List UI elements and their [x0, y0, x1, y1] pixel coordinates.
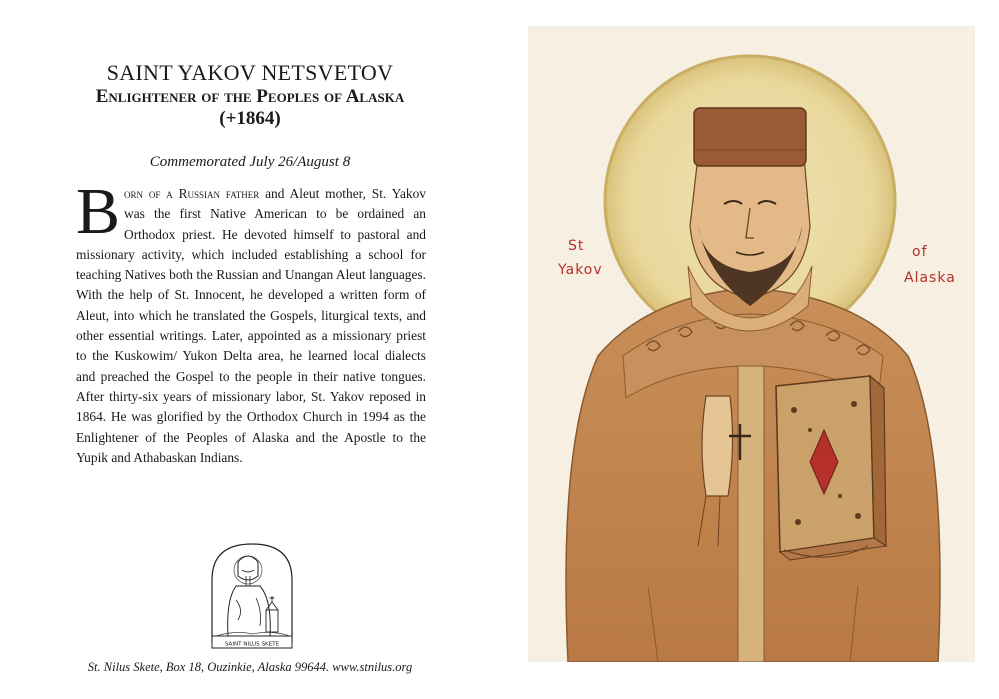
logo-caption: SAINT NILUS SKETE	[224, 641, 280, 648]
footer-address: St. Nilus Skete, Box 18, Ouzinkie, Alaska 99644. www.stnilus.org	[87, 660, 413, 674]
commemoration-date: Commemorated July 26/August 8	[149, 154, 351, 170]
icon-label-of: of	[912, 244, 928, 260]
repose-date: (+1864)	[219, 108, 281, 129]
icon-label-yakov: Yakov	[558, 262, 603, 278]
drop-cap: B	[76, 175, 121, 248]
skete-logo-icon	[206, 540, 298, 650]
biography-text: and Aleut mother, St. Yakov was the first Native American to be ordained an Orthodox priest. He devoted himself to pastoral and missionary activity, which included establishing a school for teaching Natives both the Russian and Unangan Aleut languages. With the help of St. Innocent, he developed a written form of Aleut, into which he translated the Gospels, liturgical texts, and other essential writings. Later, appointed as a missionary priest to the Kuskowim/ Yukon Delta area, he learned local dialects and preached the Gospel to the people in their native tongues. After thirty-six years of missionary labor, St. Yakov reposed in 1864. He was glorified by the Orthodox Church in 1994 as the Enlightener of the Peoples of Alaska and the Apostle to the Yupik and Athabaskan Indians.	[76, 186, 427, 465]
gospel-book-icon	[776, 376, 886, 560]
icon-label-alaska: Alaska	[904, 270, 956, 286]
card-subtitle: Enlightener of the Peoples of Alaska	[95, 86, 405, 107]
icon-image	[528, 26, 975, 662]
saint-icon-illustration	[528, 26, 975, 662]
icon-label-st: St	[568, 238, 585, 254]
biography-paragraph	[76, 175, 427, 468]
card-title: SAINT YAKOV NETSVETOV	[106, 60, 394, 85]
lead-in: orn of a Russian father	[124, 186, 260, 201]
